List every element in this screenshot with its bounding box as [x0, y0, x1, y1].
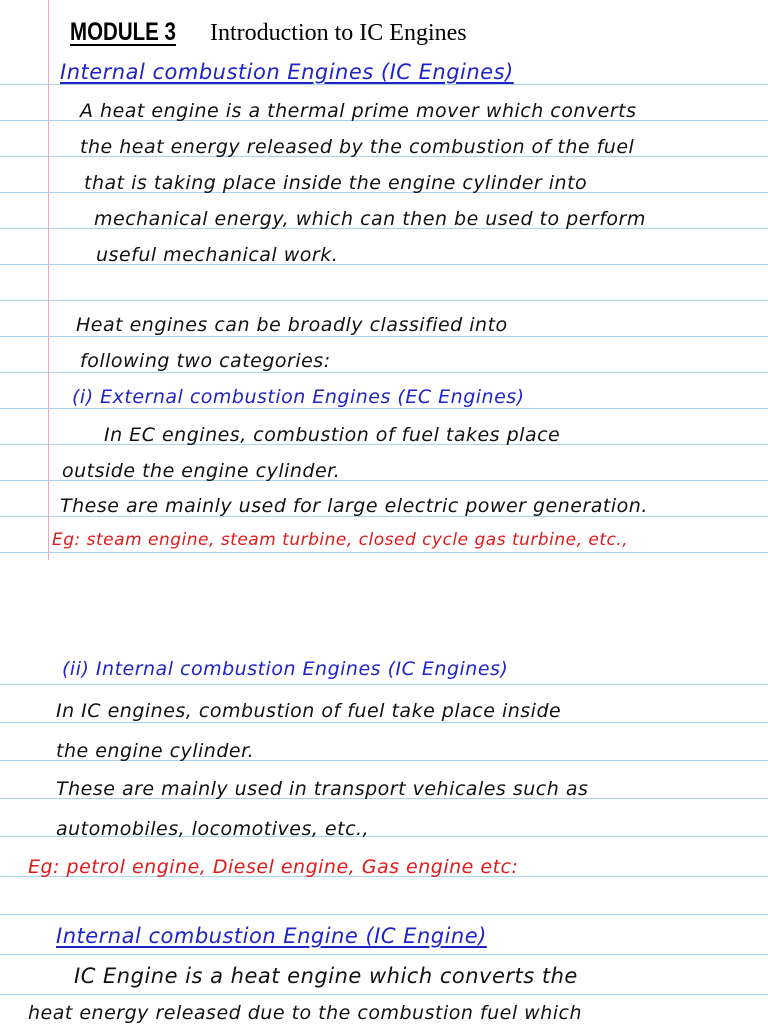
- module-label: MODULE 3: [70, 18, 176, 46]
- ec-line: These are mainly used for large electric power generation.: [60, 495, 648, 517]
- ec-line: In EC engines, combustion of fuel takes place: [104, 424, 561, 446]
- paragraph-line: mechanical energy, which can then be used to perform: [94, 208, 646, 230]
- paragraph-line: Heat engines can be broadly classified into: [76, 314, 508, 336]
- ic-line: the engine cylinder.: [56, 740, 255, 762]
- page-title: Introduction to IC Engines: [210, 20, 467, 46]
- ec-engines-heading: (i) External combustion Engines (EC Engines): [72, 386, 525, 408]
- paragraph-line: that is taking place inside the engine cylinder into: [84, 172, 588, 194]
- section-heading-ic-engines: Internal combustion Engines (IC Engines): [60, 60, 514, 84]
- ic-engines-heading: (ii) Internal combustion Engines (IC Engines): [62, 658, 509, 680]
- ic-line: In IC engines, combustion of fuel take place inside: [56, 700, 562, 722]
- margin-line: [48, 0, 49, 560]
- paragraph-line: A heat engine is a thermal prime mover which converts: [80, 100, 637, 122]
- section2-line: IC Engine is a heat engine which converts the: [74, 964, 578, 988]
- ic-example: Eg: petrol engine, Diesel engine, Gas engine etc:: [28, 856, 519, 878]
- ec-line: outside the engine cylinder.: [62, 460, 341, 482]
- section2-line: heat energy released due to the combustion fuel which: [28, 1002, 583, 1024]
- ec-example: Eg: steam engine, steam turbine, closed cycle gas turbine, etc.,: [52, 530, 629, 550]
- section-heading-ic-engine: Internal combustion Engine (IC Engine): [56, 924, 487, 948]
- ic-line: These are mainly used in transport vehicales such as: [56, 778, 589, 800]
- paragraph-line: useful mechanical work.: [96, 244, 339, 266]
- paragraph-line: the heat energy released by the combustion of the fuel: [80, 136, 635, 158]
- paragraph-line: following two categories:: [80, 350, 331, 372]
- ic-line: automobiles, locomotives, etc.,: [56, 818, 370, 840]
